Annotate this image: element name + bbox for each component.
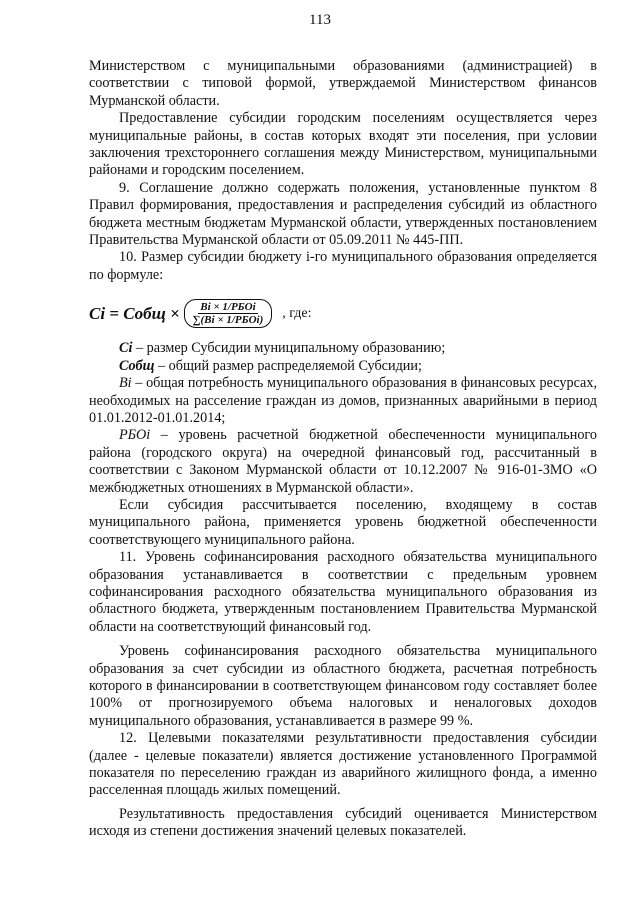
formula-fraction — [184, 299, 273, 328]
definition-ci-text: – размер Субсидии муниципальному образованию; — [132, 340, 446, 357]
definition-ci — [89, 340, 597, 357]
page-number: 113 — [309, 12, 331, 28]
document-body — [89, 58, 597, 841]
paragraph-agreement-ministry: Министерством с муниципальными образованиями (администрацией) в соответствии с типовой формой, утверждаемой Министерством финансов Мурманской области. — [89, 58, 597, 109]
paragraph-effectiveness: Результативность предоставления субсидий оценивается Министерством исходя из степени достижения значений целевых показателей. — [89, 805, 597, 840]
paragraph-cofinancing-99: Уровень софинансирования расходного обязательства муниципального образования за счет субсидии из областного бюджета, расчетная потребность которого в финансировании в соответствующем финансовом году составляет более 100% от прогнозируемого объема налоговых и неналоговых доходов муниципального образования, устанавливается в размере 99 %. — [89, 643, 597, 729]
definition-cobsh-text: – общий размер распределяемой Субсидии; — [154, 357, 422, 374]
paragraph-item-10: 10. Размер субсидии бюджету i-го муниципального образования определяется по формуле: — [89, 249, 597, 283]
paragraph-urban-settlements: Предоставление субсидии городским поселениям осуществляется через муниципальные районы, в состав которых входят эти поселения, при условии заключения трехстороннего соглашения между Министерством, муниципальными районами и городским поселением. — [89, 110, 597, 179]
subsidy-formula — [89, 288, 597, 338]
formula-lhs: Ci = Cобщ × — [89, 303, 180, 323]
symbol-ci: Ci — [119, 340, 133, 357]
symbol-rbo: РБОi — [119, 427, 151, 444]
formula-numerator: Bi × 1/РБОi — [200, 300, 256, 313]
paragraph-item-11: 11. Уровень софинансирования расходного обязательства муниципального образования устанавливается в соответствии с предельным уровнем софинансирования расходного обязательства муниципального образования из областного бюджета, утвержденным постановлением Правительства Мурманской области на соответствующий финансовый год. — [89, 549, 597, 635]
definition-rbo-text: – уровень расчетной бюджетной обеспеченности муниципального района (городского округа) на очередной финансовый год, рассчитанный в соответствии с Законом Мурманской области от 10.12.2007 № 916-01-ЗМО «О межбюджетных отношениях в Мурманской области». — [89, 427, 597, 496]
formula-denominator: ∑(Bi × 1/РБОi) — [192, 313, 264, 326]
symbol-bi: Bi — [119, 375, 132, 392]
formula-suffix: , где: — [282, 305, 312, 321]
symbol-cobsh: Cобщ — [119, 357, 155, 374]
paragraph-item-12: 12. Целевыми показателями результативности предоставления субсидии (далее - целевые показатели) является достижение установленного Программой показателя по переселению граждан из аварийного жилищного фонда, а именно расселенная площадь жилых помещений. — [89, 730, 597, 799]
definition-cobsh — [89, 358, 597, 375]
paragraph-item-9: 9. Соглашение должно содержать положения, установленные пунктом 8 Правил формирования, предоставления и распределения субсидий из областного бюджета местным бюджетам Мурманской области, утвержденных постановлением Правительства Мурманской области от 05.09.2011 № 445-ПП. — [89, 179, 597, 249]
paragraph-settlement-rule: Если субсидия рассчитывается поселению, входящему в состав муниципального района, применяется уровень бюджетной обеспеченности соответствующего муниципального района. — [89, 496, 597, 548]
definition-bi — [89, 375, 597, 427]
definition-rbo — [89, 427, 597, 497]
definition-bi-text: – общая потребность муниципального образования в финансовых ресурсах, необходимых на расселение граждан из домов, признанных аварийными в период 01.01.2012-01.01.2014; — [89, 375, 597, 426]
